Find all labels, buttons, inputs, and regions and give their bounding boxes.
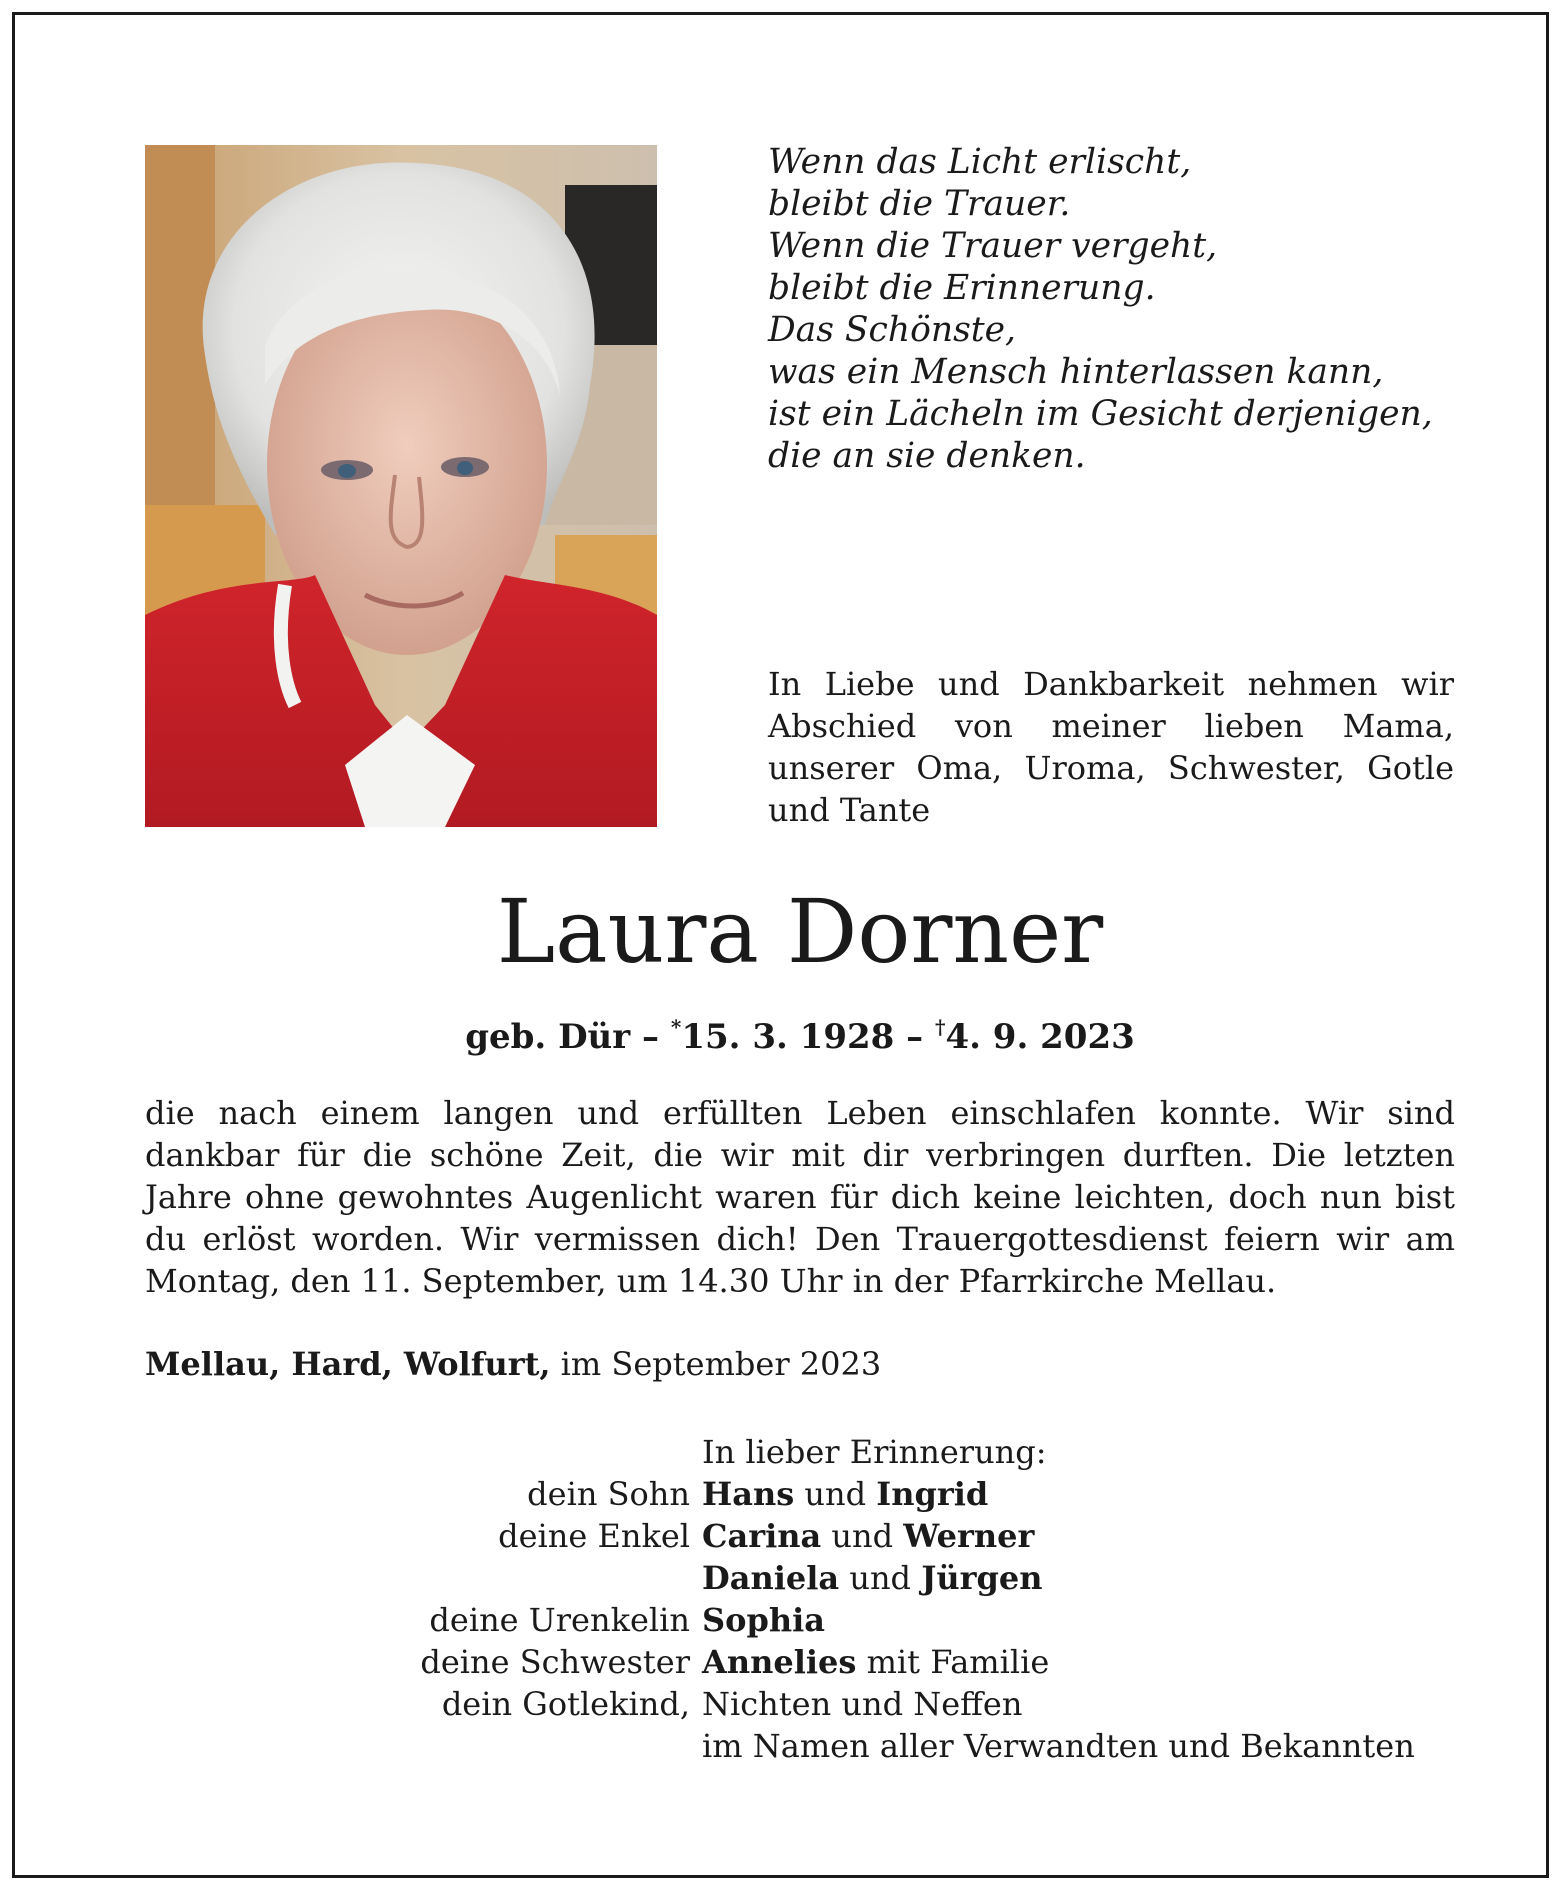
- month-year: im September 2023: [550, 1345, 882, 1383]
- mourner-name: Carina: [702, 1517, 822, 1555]
- signoff: [145, 1431, 1455, 1767]
- poem-line: Das Schönste,: [768, 310, 1017, 350]
- place-and-date: [145, 1343, 881, 1385]
- towns: Mellau, Hard, Wolfurt,: [145, 1345, 551, 1383]
- mourner-row: Daniela und Jürgen: [145, 1557, 1455, 1599]
- dash: –: [894, 1017, 935, 1057]
- mourner-name: Annelies: [702, 1643, 857, 1681]
- deceased-name: Laura Dorner: [496, 880, 1104, 983]
- mourner-name: Jürgen: [921, 1559, 1043, 1597]
- relation: deine Urenkelin: [429, 1601, 690, 1639]
- maiden-name: geb. Dür: [465, 1017, 631, 1057]
- mourner-row: dein Sohn Hans und Ingrid: [145, 1473, 1455, 1515]
- poem: [768, 141, 1508, 477]
- mourner-row: deine Enkel Carina und Werner: [145, 1515, 1455, 1557]
- poem-line: bleibt die Erinnerung.: [768, 268, 1156, 308]
- relation: [145, 1725, 702, 1767]
- life-dates: [145, 1005, 1455, 1059]
- relation: dein Sohn: [527, 1475, 690, 1513]
- mourner-name: Werner: [903, 1517, 1035, 1555]
- poem-line: Wenn die Trauer vergeht,: [768, 226, 1218, 266]
- mourner-name: Sophia: [702, 1601, 825, 1639]
- poem-line: Wenn das Licht erlischt,: [768, 142, 1192, 182]
- portrait-image: [145, 145, 657, 827]
- mourner-name: Daniela: [702, 1559, 840, 1597]
- poem-line: ist ein Lächeln im Gesicht derjenigen,: [768, 394, 1433, 434]
- birth-date: 15. 3. 1928: [681, 1017, 895, 1057]
- intro-text: In Liebe und Dankbarkeit nehmen wir Abschied von meiner lieben Mama, unserer Oma, Uroma, Schwester, Gotle und Tante: [768, 665, 1454, 829]
- mourner-name: Hans: [702, 1475, 795, 1513]
- relation: dein Gotlekind,: [441, 1685, 690, 1723]
- signoff-heading: In lieber Erinnerung:: [702, 1433, 1047, 1471]
- relation: deine Enkel: [498, 1517, 690, 1555]
- death-date: 4. 9. 2023: [945, 1017, 1135, 1057]
- body-text: die nach einem langen und erfüllten Leben einschlafen konnte. Wir sind dankbar für die schöne Zeit, die wir mit dir verbringen durften. Die letzten Jahre ohne gewohntes Augenlicht waren für dich keine leichten, doch nun bist du erlöst worden. Wir vermissen dich! Den Trauergottesdienst feiern wir am Montag, den 11. September, um 14.30 Uhr in der Pfarrkirche Mellau.: [145, 1094, 1455, 1300]
- birth-star-icon: *: [670, 1015, 682, 1039]
- mourner-row: dein Gotlekind, Nichten und Neffen: [145, 1683, 1455, 1725]
- portrait-photo: [145, 145, 657, 827]
- poem-line: was ein Mensch hinterlassen kann,: [768, 352, 1384, 392]
- mourner-row: deine Schwester Annelies mit Familie: [145, 1641, 1455, 1683]
- signoff-heading-row: [145, 1431, 1455, 1473]
- poem-line: bleibt die Trauer.: [768, 184, 1071, 224]
- mourner-row: im Namen aller Verwandten und Bekannten: [145, 1725, 1455, 1767]
- relation: [145, 1557, 702, 1599]
- death-cross-icon: †: [935, 1015, 946, 1039]
- poem-line: die an sie denken.: [768, 436, 1086, 476]
- relation: deine Schwester: [420, 1643, 690, 1681]
- mourner-row: [145, 1599, 1455, 1641]
- obituary-card: [12, 12, 1549, 1878]
- dash: –: [630, 1017, 671, 1057]
- mourner-name: Ingrid: [876, 1475, 989, 1513]
